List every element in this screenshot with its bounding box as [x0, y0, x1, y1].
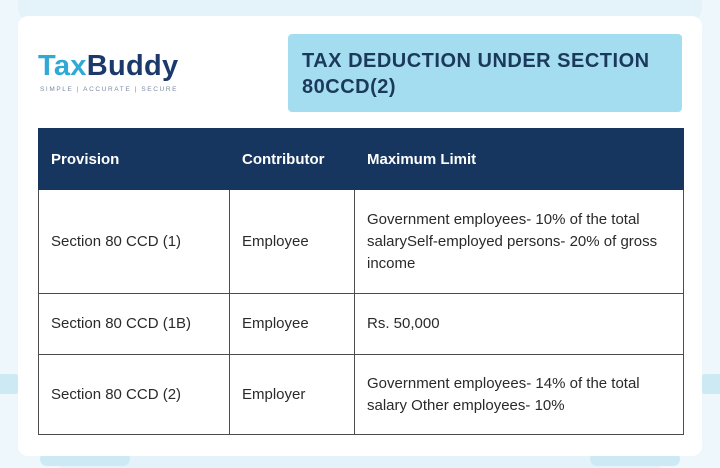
cell-maximum-limit: Government employees- 14% of the total salary Other employees- 10% — [355, 355, 684, 435]
cell-maximum-limit: Rs. 50,000 — [355, 294, 684, 355]
table-header-row — [39, 129, 684, 190]
cell-maximum-limit: Government employees- 10% of the total salarySelf-employed persons- 20% of gross income — [355, 190, 684, 294]
deduction-table — [38, 128, 684, 435]
header-provision: Provision — [39, 129, 230, 190]
header-contributor: Contributor — [230, 129, 355, 190]
logo-tagline: SIMPLE | ACCURATE | SECURE — [40, 86, 179, 93]
logo-word-tax: Tax — [38, 50, 87, 82]
header-maximum-limit: Maximum Limit — [355, 129, 684, 190]
cell-provision: Section 80 CCD (1) — [39, 190, 230, 294]
background-decor-bottom — [60, 454, 660, 468]
table-row — [39, 355, 684, 435]
cell-provision: Section 80 CCD (2) — [39, 355, 230, 435]
logo-word-buddy: Buddy — [86, 50, 179, 82]
title-banner — [288, 34, 682, 112]
table-row — [39, 190, 684, 294]
logo-wordmark — [38, 50, 178, 82]
cell-provision: Section 80 CCD (1B) — [39, 294, 230, 355]
cell-contributor: Employer — [230, 355, 355, 435]
page-title: TAX DEDUCTION UNDER SECTION 80CCD(2) — [302, 50, 650, 98]
table-row — [39, 294, 684, 355]
cell-contributor: Employee — [230, 294, 355, 355]
taxbuddy-logo — [38, 50, 178, 93]
cell-contributor: Employee — [230, 190, 355, 294]
